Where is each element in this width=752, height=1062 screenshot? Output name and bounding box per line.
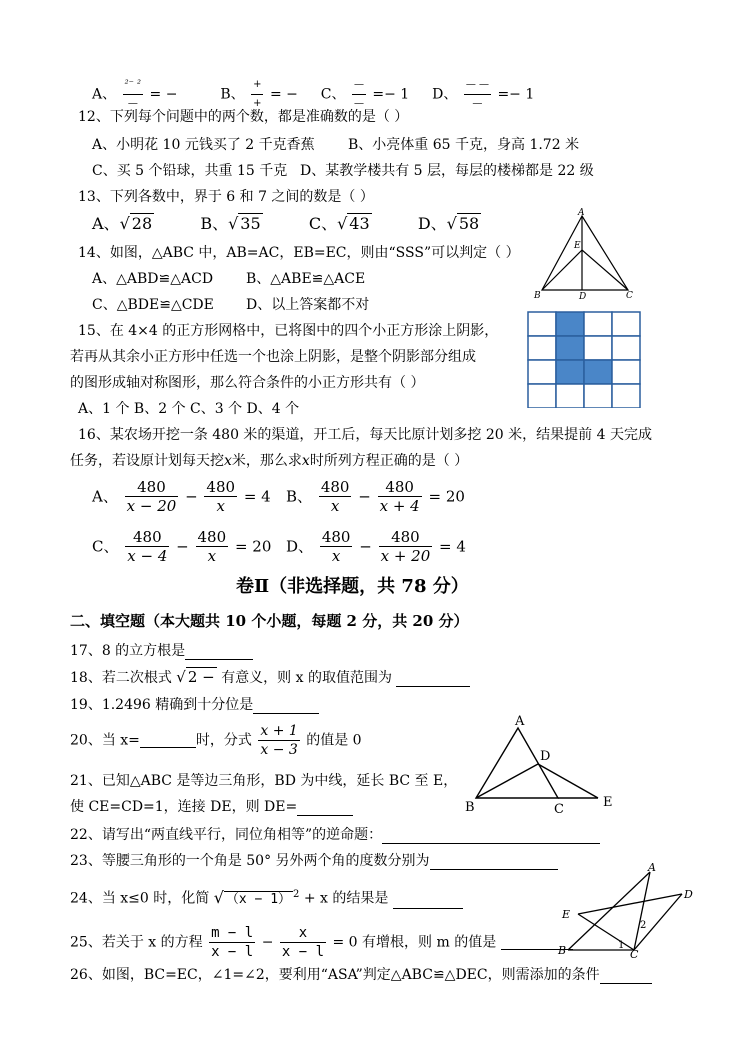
q13-stem: 13、下列各数中，界于 6 和 7 之间的数是（ ） <box>78 189 374 205</box>
q16-line2: 任务，若设原计划每天挖x米，那么求x时所列方程正确的是（ ） <box>70 453 469 469</box>
q11-a-fraction: $\frac{\text{²⁻ ²}}{—}$ <box>123 76 143 113</box>
grid-cell-shaded <box>556 360 584 384</box>
q16-option-d: D、 $\frac{480}{x}$ − $\frac{480}{x + 20}$ = 4 <box>286 528 466 565</box>
svg-text:D: D <box>540 749 551 764</box>
q14-triangle-figure <box>532 206 642 300</box>
q14-label-a: A <box>578 208 585 218</box>
q18-answer-blank[interactable] <box>396 672 470 687</box>
grid-cell <box>612 360 640 384</box>
q12-option-b: B、小亮体重 65 千克，身高 1.72 米 <box>348 137 580 153</box>
grid-cell <box>612 336 640 360</box>
q22: 22、请写出“两直线平行，同位角相等”的逆命题： <box>70 826 600 844</box>
grid-cell <box>528 336 556 360</box>
q14-option-a: A、△ABD≌△ACD <box>92 271 214 287</box>
q15-options: A、1 个 B、2 个 C、3 个 D、4 个 <box>78 401 300 417</box>
q23-answer-blank[interactable] <box>430 855 558 870</box>
svg-text:1: 1 <box>618 940 625 951</box>
sqrt-35: √ 35 <box>228 214 261 233</box>
q15-line3: 的图形成轴对称图形，那么符合条件的小正方形共有（ ） <box>70 375 425 391</box>
q11-option-a: A、 <box>92 86 117 103</box>
svg-text:B: B <box>558 944 567 957</box>
q21-answer-blank[interactable] <box>297 801 353 816</box>
svg-text:C: C <box>554 802 564 814</box>
grid-cell-shaded <box>556 336 584 360</box>
svg-text:B: B <box>465 800 475 814</box>
q11-b-fraction: $\frac{+}{+}$ <box>251 76 263 113</box>
grid-cell <box>612 312 640 336</box>
grid-cell <box>584 312 612 336</box>
svg-text:C: C <box>626 291 633 300</box>
q14-option-d: D、以上答案都不对 <box>246 297 370 313</box>
part-heading: 二、填空题（本大题共 10 个小题，每题 2 分，共 20 分） <box>70 612 469 630</box>
grid-cell <box>584 336 612 360</box>
q14-stem: 14、如图，△ABC 中，AB=AC，EB=EC，则由“SSS”可以判定（ ） <box>78 245 520 261</box>
q16-option-c: C、 $\frac{480}{x - 4}$ − $\frac{480}{x}$ = 20 <box>92 528 272 565</box>
grid-cell <box>556 384 584 408</box>
svg-text:D: D <box>579 292 587 300</box>
svg-text:D: D <box>684 888 693 901</box>
grid-cell-shaded <box>556 312 584 336</box>
q13-options: A、√ 28 B、√ 35 C、√ 43 D、√ 58 <box>92 214 480 233</box>
svg-text:E: E <box>574 241 581 251</box>
grid-cell-shaded <box>584 360 612 384</box>
q26-figure <box>556 862 706 958</box>
q15-line2: 若再从其余小正方形中任选一个也涂上阴影，是整个阴影部分组成 <box>70 349 476 365</box>
q17: 17、8 的立方根是 <box>70 642 253 660</box>
q20-answer-blank[interactable] <box>140 733 196 748</box>
q19: 19、1.2496 精确到十分位是 <box>70 696 319 714</box>
q15-grid-figure <box>526 310 642 408</box>
q21-triangle-figure <box>460 712 620 814</box>
q24: 24、当 x≤0 时，化简 √ （x − 1） $^2$ + x 的结果是 <box>70 886 463 909</box>
q11-options: A、 $\frac{\text{²⁻ ²}}{—}$ = − B、 $\frac{+}{+}$ = − C、 $\frac{—}{—}$ =− 1 D、 $\frac{— —}{—}$ =− 1 <box>92 76 534 113</box>
q14-option-c: C、△BDE≌△CDE <box>92 297 214 313</box>
q25: 25、若关于 x 的方程 $\frac{m - l}{x - l}$ − $\frac{x}{x - l}$ = 0 有增根，则 m 的值是 <box>70 924 573 961</box>
sqrt-28: √ 28 <box>119 214 153 233</box>
svg-text:E: E <box>562 908 571 921</box>
grid-cell <box>584 384 612 408</box>
sqrt-43: √ 43 <box>337 214 370 233</box>
q12-option-c: C、买 5 个铅球，共重 15 千克 <box>92 163 288 179</box>
grid-cell <box>528 360 556 384</box>
q21-line1: 21、已知△ABC 是等边三角形，BD 为中线，延长 BC 至 E， <box>70 773 458 789</box>
q11-option-d: D、 <box>432 86 458 103</box>
q23: 23、等腰三角形的一个角是 50° 另外两个角的度数分别为 <box>70 852 558 870</box>
q12-option-d: D、某教学楼共有 5 层，每层的楼梯都是 22 级 <box>300 163 594 179</box>
svg-text:A: A <box>515 714 525 729</box>
svg-text:E: E <box>603 795 613 810</box>
q26-answer-blank[interactable] <box>600 969 652 984</box>
q16-option-a: A、 $\frac{480}{x - 20}$ − $\frac{480}{x}$ = 4 <box>92 478 271 515</box>
q12-option-a: A、小明花 10 元钱买了 2 千克香蕉 <box>92 137 315 153</box>
q11-option-c: C、 <box>320 86 346 103</box>
q22-answer-blank[interactable] <box>382 829 600 844</box>
svg-text:2: 2 <box>640 920 647 931</box>
q12-stem: 12、下列每个问题中的两个数，都是准确数的是（ ） <box>78 109 409 125</box>
grid-cell <box>612 384 640 408</box>
q14-option-b: B、△ABE≌△ACE <box>246 271 366 287</box>
q18: 18、若二次根式 √ 2 − 有意义，则 x 的取值范围为 <box>70 668 470 687</box>
grid-cell <box>528 312 556 336</box>
q20: 20、当 x= 时，分式 $\frac{x + 1}{x - 3}$ 的值是 0 <box>70 723 362 758</box>
q15-line1: 15、在 4×4 的正方形网格中，已将图中的四个小正方形涂上阴影， <box>78 323 499 339</box>
q26: 26、如图，BC=EC，∠1=∠2，要利用“ASA”判定△ABC≌△DEC，则需添加的条件 <box>70 966 652 984</box>
svg-text:C: C <box>630 948 639 958</box>
q19-answer-blank[interactable] <box>253 699 319 714</box>
svg-text:A: A <box>648 862 656 874</box>
q11-option-b: B、 <box>220 86 245 103</box>
sqrt-58: √ 58 <box>446 214 480 233</box>
q24-answer-blank[interactable] <box>393 894 463 909</box>
q21-line2: 使 CE=CD=1，连接 DE，则 DE= <box>70 798 353 816</box>
q17-answer-blank[interactable] <box>185 645 253 660</box>
q16-option-b: B、 $\frac{480}{x}$ − $\frac{480}{x + 4}$ = 20 <box>286 478 465 515</box>
grid-cell <box>528 384 556 408</box>
q16-line1: 16、某农场开挖一条 480 米的渠道，开工后，每天比原计划多挖 20 米，结果提前 4 天完成 <box>78 427 652 443</box>
section-title: 卷Ⅱ（非选择题，共 78 分） <box>236 576 469 597</box>
svg-text:B: B <box>534 291 541 300</box>
